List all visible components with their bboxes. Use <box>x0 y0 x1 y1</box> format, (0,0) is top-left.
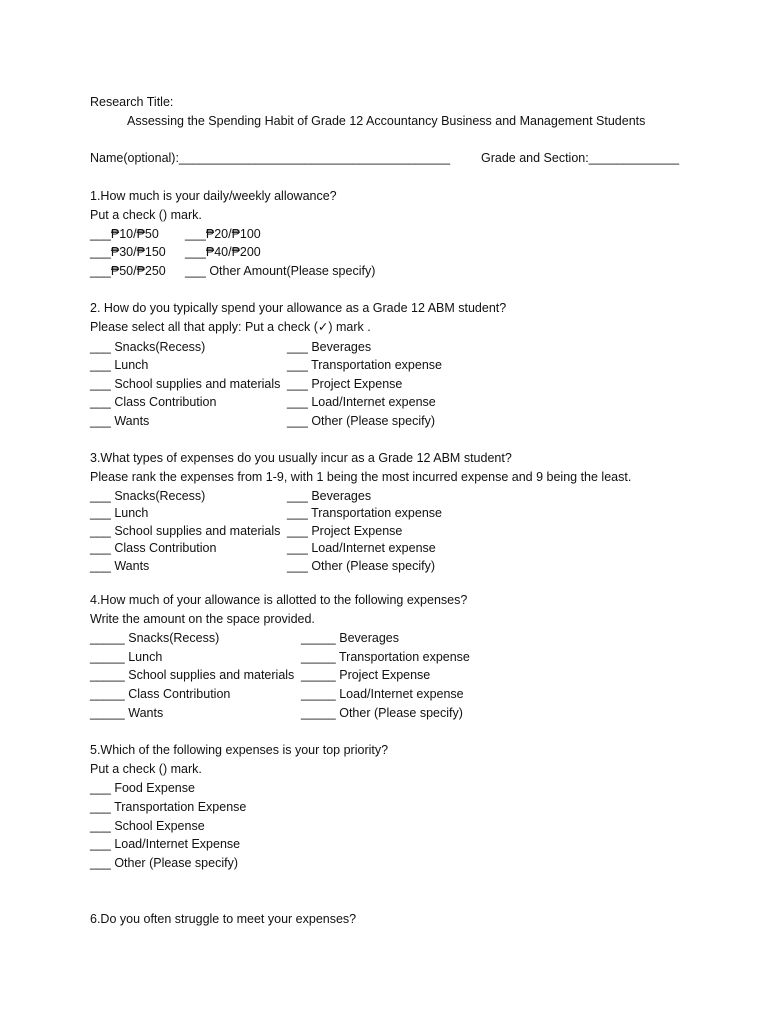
q1-option: ___₱30/₱150 <box>90 245 166 259</box>
q2-option: ___ Lunch <box>90 358 149 372</box>
research-title: Assessing the Spending Habit of Grade 12 Accountancy Business and Management Students <box>127 114 646 128</box>
q4-option: _____ Wants <box>90 706 164 720</box>
q1-option: ___₱40/₱200 <box>185 245 261 259</box>
name-field-line: Name(optional):_______________________________________ <box>90 151 451 165</box>
q5-option: ___ Food Expense <box>90 781 195 795</box>
q1-option: ___₱20/₱100 <box>185 227 261 241</box>
q4-option: _____ Class Contribution <box>90 687 231 701</box>
q3-option: ___ Beverages <box>287 489 372 503</box>
q4-option: _____ Lunch <box>90 650 163 664</box>
q2-option: ___ Project Expense <box>287 377 403 391</box>
q3-option: ___ Load/Internet expense <box>287 541 436 555</box>
q2-option: ___ Beverages <box>287 340 372 354</box>
q2-option: ___ Load/Internet expense <box>287 395 436 409</box>
q4-option: _____ Load/Internet expense <box>301 687 464 701</box>
q4-option: _____ Snacks(Recess) <box>90 631 220 645</box>
q2-option: ___ Wants <box>90 414 150 428</box>
q3-option: ___ Wants <box>90 559 150 573</box>
q3-option: ___ Transportation expense <box>287 506 442 520</box>
q3-option: ___ Lunch <box>90 506 149 520</box>
q2-question: 2. How do you typically spend your allowance as a Grade 12 ABM student? <box>90 301 507 315</box>
q3-option: ___ Class Contribution <box>90 541 217 555</box>
q4-instruction: Write the amount on the space provided. <box>90 612 315 626</box>
q5-instruction: Put a check () mark. <box>90 762 202 776</box>
q1-option: ___₱10/₱50 <box>90 227 159 241</box>
q5-option: ___ Load/Internet Expense <box>90 837 241 851</box>
q1-question: 1.How much is your daily/weekly allowance? <box>90 189 337 203</box>
q3-option: ___ Other (Please specify) <box>287 559 435 573</box>
q5-question: 5.Which of the following expenses is your top priority? <box>90 743 389 757</box>
q2-option: ___ Other (Please specify) <box>287 414 435 428</box>
grade-section-field-line: Grade and Section:_____________ <box>481 151 680 165</box>
q3-instruction: Please rank the expenses from 1-9, with 1 being the most incurred expense and 9 being the least. <box>90 470 632 484</box>
q4-option: _____ Beverages <box>301 631 399 645</box>
q5-option: ___ Other (Please specify) <box>90 856 238 870</box>
q4-option: _____ School supplies and materials <box>90 668 295 682</box>
q3-option: ___ Snacks(Recess) <box>90 489 206 503</box>
q2-option: ___ Class Contribution <box>90 395 217 409</box>
q2-instruction: Please select all that apply: Put a check (✓) mark . <box>90 320 371 334</box>
research-title-label: Research Title: <box>90 95 174 109</box>
q2-option: ___ Snacks(Recess) <box>90 340 206 354</box>
q5-option: ___ Transportation Expense <box>90 800 247 814</box>
q4-option: _____ Transportation expense <box>301 650 470 664</box>
q1-option: ___₱50/₱250 <box>90 264 166 278</box>
q1-instruction: Put a check () mark. <box>90 208 202 222</box>
q3-option: ___ School supplies and materials <box>90 524 281 538</box>
q3-question: 3.What types of expenses do you usually incur as a Grade 12 ABM student? <box>90 451 512 465</box>
q6-question: 6.Do you often struggle to meet your expenses? <box>90 912 357 926</box>
q4-option: _____ Other (Please specify) <box>301 706 463 720</box>
q5-option: ___ School Expense <box>90 819 205 833</box>
q2-option: ___ Transportation expense <box>287 358 442 372</box>
q4-question: 4.How much of your allowance is allotted to the following expenses? <box>90 593 468 607</box>
q4-option: _____ Project Expense <box>301 668 431 682</box>
q2-option: ___ School supplies and materials <box>90 377 281 391</box>
q1-option: ___ Other Amount(Please specify) <box>185 264 376 278</box>
q3-option: ___ Project Expense <box>287 524 403 538</box>
